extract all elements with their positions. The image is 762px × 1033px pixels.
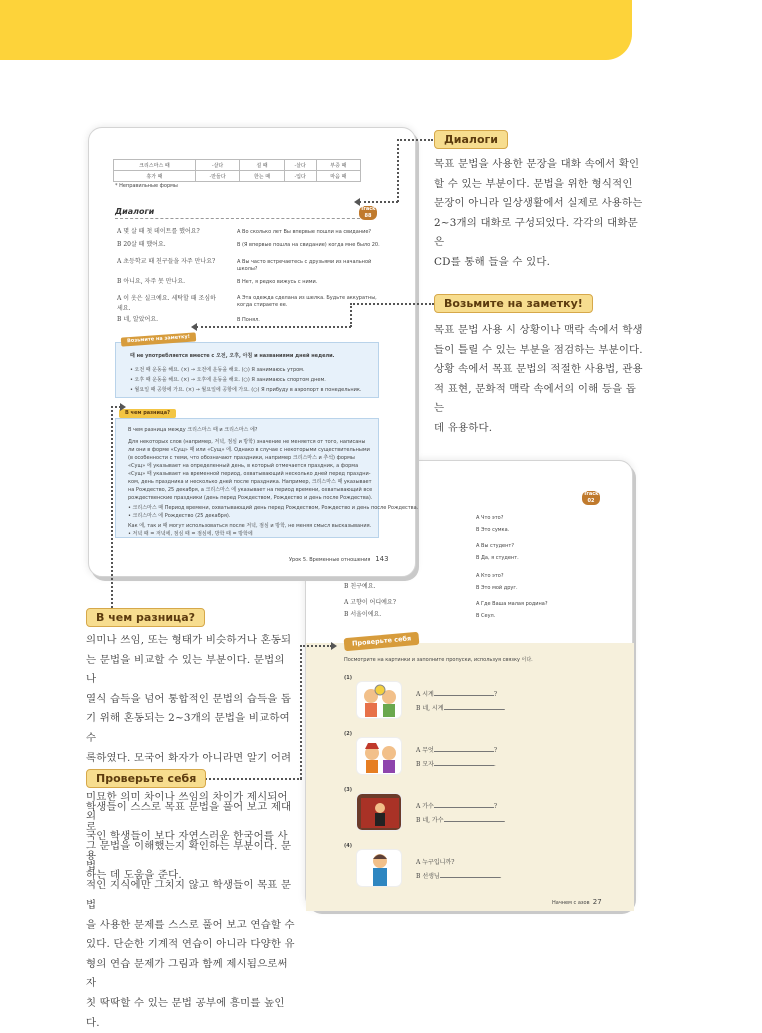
- difference-list: • 크리스마스 때 Период времени, охватывающий день перед Рождеством, Рождество и день после Рождества.: [128, 505, 419, 511]
- exercise-number: (4): [344, 843, 353, 849]
- exercise-a-line: A 누구입니까?: [416, 859, 455, 866]
- callout-label-dialogi: Диалоги: [434, 130, 508, 149]
- exercise-a-line: A 무엇 ?: [416, 747, 498, 754]
- dialog-rule: [115, 218, 365, 219]
- callout-label-zametka: Возьмите на заметку!: [434, 294, 593, 313]
- dialog-ru-line: B Понял.: [237, 317, 260, 323]
- exercise-number: (3): [344, 787, 353, 793]
- difference-foot: • 저녁 때 = 저녁에, 점심 때 = 점심에, 방학 때 = 방학에: [128, 531, 253, 537]
- exercise-number: (2): [344, 731, 353, 737]
- difference-text: ли они в форме «Сущ» 때 или «Сущ» 에. Однако в случае с некоторыми существительными: [128, 447, 370, 453]
- exercise-instruction: Посмотрите на картинки и заполните пропуски, используя связку 이다.: [344, 657, 533, 663]
- qa-ru-line: A Где Ваша малая родина?: [476, 601, 548, 607]
- note-heading: 때 не употребляется вместе с 오전, 오후, 아침 и названиями дней недели.: [130, 353, 335, 359]
- note-row: • 오후 때 운동을 해요. (×) → 오후에 운동을 해요. (○) Я занимаюсь спортом днем.: [130, 377, 326, 383]
- table-note: * Неправильные формы: [115, 183, 178, 189]
- leader-line: [397, 139, 399, 202]
- dialog-ru-line: A Вы часто встречаетесь с друзьями из начальной школы?: [237, 259, 372, 272]
- note-box: [115, 342, 379, 398]
- leader-line: [350, 303, 434, 305]
- track-badge: Track 88: [360, 206, 376, 219]
- exercise-picture: [356, 737, 402, 775]
- dialog-title: Диалоги: [115, 207, 155, 216]
- difference-list: • 크리스마스 에 Рождество (25 декабря).: [128, 513, 231, 519]
- page-footer: Урок 5. Временные отношения 143: [289, 555, 389, 563]
- exercise-b-line: B 선생님 .: [416, 873, 502, 880]
- dialog-ru-line: A Во сколько лет Вы впервые пошли на свидание?: [237, 229, 372, 235]
- exercise-picture: [356, 681, 402, 719]
- leader-line: [111, 406, 113, 608]
- front-page-preview: [88, 127, 419, 577]
- difference-tab: В чем разница?: [119, 409, 176, 418]
- qa-ru-line: A Что это?: [476, 515, 504, 521]
- dialog-ko-line: A 몇 살 때 첫 데이트를 했어요?: [117, 228, 200, 235]
- dialog-ru-line: B Нет, я редко вижусь с ними.: [237, 279, 318, 285]
- qa-ru-line: B Сеул.: [476, 613, 496, 619]
- dialog-ko-line: A 초등학교 때 친구들을 자주 만나요?: [117, 258, 216, 265]
- leader-line: [196, 326, 351, 328]
- exercise-picture: [356, 849, 402, 887]
- leader-arrow: [191, 323, 197, 331]
- callout-text-raznitsa: 의미나 쓰임, 또는 형태가 비슷하거나 혼동되 는 문법을 비교할 수 있는 부분이다. 문법의 나 열식 습득을 넘어 통합적인 문법의 습득을 돕 기 위해 혼동되는 2~3개의 문법을 비교하여 수 록하였다. 모국어 화자가 아니라면 알기 어려 미묘한 의미 차이나 쓰임의 차이가 제시되어 외 국인 학생들이 보다 자연스러운 한국어를 사용 하는 데 도움을 준다.: [86, 634, 292, 882]
- callout-label-proverte: Проверьте себя: [86, 769, 206, 788]
- qa-ru-line: B Это мой друг.: [476, 585, 518, 591]
- check-title-tab: Проверьте себя: [344, 632, 420, 652]
- top-yellow-band: [0, 0, 632, 60]
- qa-ru-line: A Кто это?: [476, 573, 504, 579]
- difference-text: рождественские праздники (день перед Рождеством, Рождество и день после Рождества).: [128, 495, 373, 501]
- dialog-ru-line: B (Я впервые пошла на свидание) когда мне было 20.: [237, 242, 380, 248]
- dialog-ko-line: B 20살 때 했어요.: [117, 241, 166, 248]
- leader-arrow: [331, 642, 337, 650]
- page-footer: Начнем с азов 27: [552, 898, 602, 906]
- difference-text: Для некоторых слов (например, 저녁, 점심 и 방학) значение не меняется от того, написаны: [128, 439, 366, 445]
- qa-ru-line: B Это сумка.: [476, 527, 510, 533]
- leader-line: [359, 201, 398, 203]
- exercise-b-line: B 네, 시계 .: [416, 705, 506, 712]
- dialog-ru-line: A Эта одежда сделана из шелка. Будьте аккуратны, когда стираете ее.: [237, 295, 377, 308]
- note-row: • 월요일 때 공항에 가요. (×) → 월요일에 공항에 가요. (○) Я прибуду в аэропорт в понедельник.: [130, 387, 362, 393]
- difference-foot: Как 에, так и 때 могут использоваться после 저녁, 점심 и 방학, не меняя смысл высказывания.: [128, 523, 372, 529]
- qa-ru-line: A Вы студент?: [476, 543, 514, 549]
- difference-text: на Рождество, 25 декабря, а 크리스마스 에 указывает на период времени, охватывающий все: [128, 487, 373, 493]
- leader-line: [300, 645, 302, 779]
- difference-text: ком, день праздника и несколько дней после праздника. Например, 크리스마스 때 указывает: [128, 479, 372, 485]
- check-yourself-area: [306, 634, 634, 911]
- exercise-a-line: A 시계 ?: [416, 691, 498, 698]
- dialog-ko-line: B 아니요, 자주 못 만나요.: [117, 278, 186, 285]
- callout-text-dialogi: 목표 문법을 사용한 문장을 대화 속에서 확인 할 수 있는 부분이다. 문법을 위한 형식적인 문장이 아니라 일상생활에서 실제로 사용하는 2~3개의 대화로 구성되었다. 각각의 대화문은 CD를 통해 들을 수 있다.: [434, 158, 643, 268]
- qa-ko-line: A 고향이 어디예요?: [344, 599, 396, 606]
- leader-line: [350, 303, 352, 327]
- callout-text-proverte: 학생들이 스스로 목표 문법을 풀어 보고 제대로 그 문법을 이해했는지 확인하는 부분이다. 문법 적인 지식에만 그치지 않고 학생들이 목표 문법 을 사용한 문제를 스스로 풀어 보고 연습할 수 있다. 단순한 기계적 연습이 아니라 다양한 유 형의 연습 문제가 그림과 함께 제시됨으로써 자 칫 딱딱할 수 있는 문법 공부에 흥미를 높인다.: [86, 801, 295, 1029]
- qa-ru-line: B Да, я студент.: [476, 555, 519, 561]
- difference-text: (в особенности с теми, что обозначают праздники, например 크리스마스 и 추석) формы: [128, 455, 355, 461]
- dialog-ko-line: B 네, 알았어요.: [117, 316, 159, 323]
- irregular-forms-table: 크리스마스 때 -살다 설 때 -살다 부증 때 휴가 때 -만들다 한는 때 -입다 마음 때: [113, 159, 361, 182]
- callout-text-zametka: 목표 문법 사용 시 상황이나 맥락 속에서 학생 들이 틀릴 수 있는 부분을 점검하는 부분이다. 상황 속에서 목표 문법의 적절한 사용법, 관용 적 표현, 문화적 맥락 속에서의 이해 등을 돕는 데 유용하다.: [434, 324, 643, 434]
- difference-text: «Сущ» 에 указывает на определенный день, в который отмечается праздник, а форма: [128, 463, 359, 469]
- track-badge: Track 02: [583, 491, 599, 504]
- exercise-picture: [356, 793, 402, 831]
- leader-line: [397, 139, 433, 141]
- dialog-ko-line: A 이 옷은 실크예요. 세탁할 때 조심하세요.: [117, 295, 216, 312]
- qa-ko-line: B 친구예요.: [344, 583, 376, 590]
- leader-arrow: [120, 403, 126, 411]
- difference-text: «Сущ» 때 указывает на временной период, охватывающий несколько дней перед праздни-: [128, 471, 371, 477]
- exercise-a-line: A 가수 ?: [416, 803, 498, 810]
- difference-heading: В чем разница между 크리스마스 때 и 크리스마스 에?: [128, 427, 258, 433]
- exercise-b-line: B 네, 가수 .: [416, 817, 506, 824]
- exercise-b-line: B 모자 .: [416, 761, 496, 768]
- leader-arrow: [354, 198, 360, 206]
- note-tab: Возьмите на заметку!: [121, 332, 197, 346]
- qa-ko-line: B 서울이에요.: [344, 611, 382, 618]
- note-row: • 오전 때 운동을 해요. (×) → 오전에 운동을 해요. (○) Я занимаюсь утром.: [130, 367, 305, 373]
- callout-label-raznitsa: В чем разница?: [86, 608, 205, 627]
- leader-line: [300, 645, 332, 647]
- exercise-number: (1): [344, 675, 353, 681]
- difference-box: [115, 418, 419, 538]
